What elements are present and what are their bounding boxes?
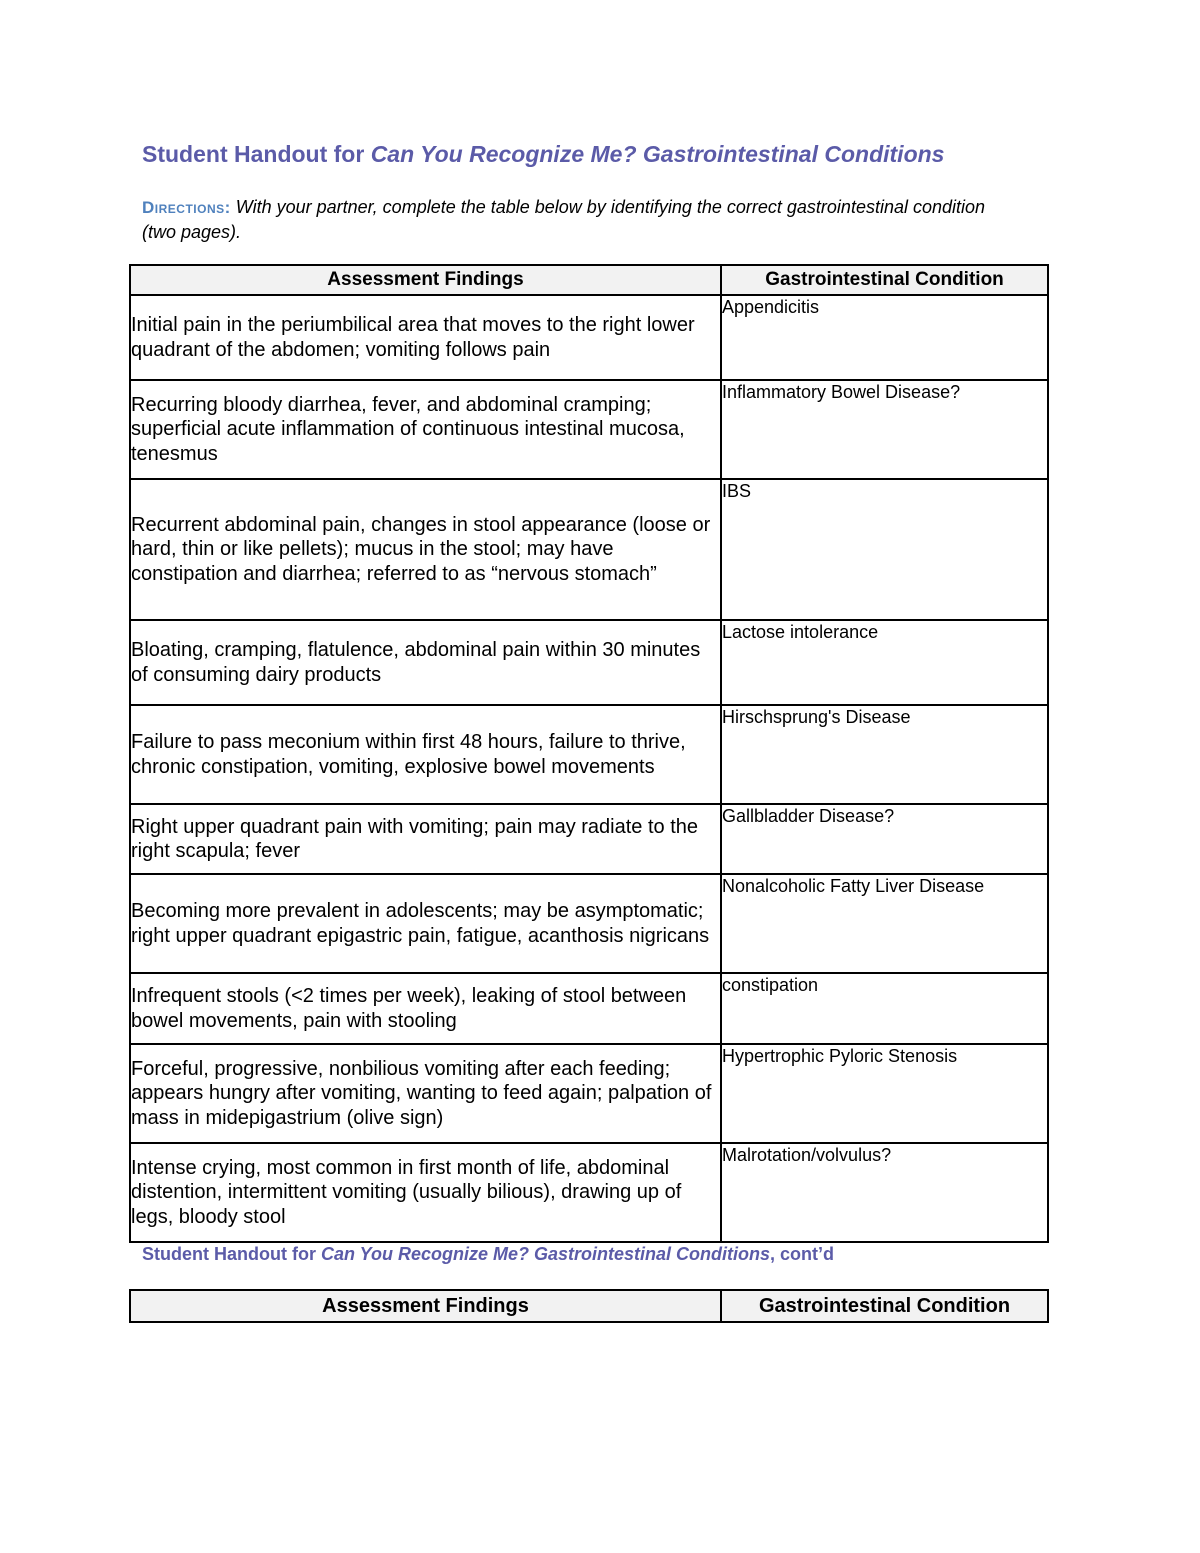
table-row [130, 1044, 1048, 1143]
condition-cell: Hypertrophic Pyloric Stenosis [721, 1044, 1048, 1143]
header-gastrointestinal-condition: Gastrointestinal Condition [721, 265, 1048, 295]
finding-cell: Initial pain in the periumbilical area that moves to the right lower quadrant of the abdomen; vomiting follows pain [130, 295, 721, 380]
assessment-table [129, 264, 1049, 1243]
condition-cell: Malrotation/volvulus? [721, 1143, 1048, 1242]
table-header-row [130, 1290, 1048, 1322]
table-row [130, 705, 1048, 804]
directions-text: With your partner, complete the table below by identifying the correct gastrointestinal condition (two pages). [142, 197, 986, 242]
directions [142, 195, 1022, 244]
finding-cell: Bloating, cramping, flatulence, abdominal pain within 30 minutes of consuming dairy products [130, 620, 721, 705]
continued-suffix: , cont’d [770, 1244, 835, 1264]
table-row [130, 620, 1048, 705]
continued-prefix: Student Handout for [142, 1244, 321, 1264]
continued-heading [142, 1244, 834, 1265]
table-row [130, 479, 1048, 620]
table-row [130, 380, 1048, 479]
header-assessment-findings: Assessment Findings [130, 265, 721, 295]
title-prefix: Student Handout for [142, 141, 371, 167]
title-italic: Can You Recognize Me? Gastrointestinal Conditions [370, 141, 945, 167]
condition-cell: Gallbladder Disease? [721, 804, 1048, 874]
table-header-row [130, 265, 1048, 295]
finding-cell: Infrequent stools (<2 times per week), leaking of stool between bowel movements, pain with stooling [130, 973, 721, 1044]
condition-cell: Hirschsprung's Disease [721, 705, 1048, 804]
finding-cell: Failure to pass meconium within first 48 hours, failure to thrive, chronic constipation, vomiting, explosive bowel movements [130, 705, 721, 804]
condition-cell: IBS [721, 479, 1048, 620]
header-assessment-findings: Assessment Findings [130, 1290, 721, 1322]
finding-cell: Intense crying, most common in first month of life, abdominal distention, intermittent vomiting (usually bilious), drawing up of legs, bloody stool [130, 1143, 721, 1242]
table-row [130, 295, 1048, 380]
directions-label: Directions: [142, 198, 231, 217]
finding-cell: Becoming more prevalent in adolescents; may be asymptomatic; right upper quadrant epigastric pain, fatigue, acanthosis nigricans [130, 874, 721, 973]
condition-cell: constipation [721, 973, 1048, 1044]
header-gastrointestinal-condition: Gastrointestinal Condition [721, 1290, 1048, 1322]
condition-cell: Appendicitis [721, 295, 1048, 380]
condition-cell: Inflammatory Bowel Disease? [721, 380, 1048, 479]
page-title [142, 141, 944, 168]
table-row [130, 804, 1048, 874]
finding-cell: Right upper quadrant pain with vomiting; pain may radiate to the right scapula; fever [130, 804, 721, 874]
finding-cell: Recurring bloody diarrhea, fever, and abdominal cramping; superficial acute inflammation of continuous intestinal mucosa, tenesmus [130, 380, 721, 479]
continued-italic: Can You Recognize Me? Gastrointestinal Conditions [320, 1244, 771, 1264]
condition-cell: Nonalcoholic Fatty Liver Disease [721, 874, 1048, 973]
table-row [130, 973, 1048, 1044]
table-row [130, 874, 1048, 973]
table-row [130, 1143, 1048, 1242]
assessment-table-continued [129, 1289, 1049, 1323]
condition-cell: Lactose intolerance [721, 620, 1048, 705]
finding-cell: Forceful, progressive, nonbilious vomiting after each feeding; appears hungry after vomiting, wanting to feed again; palpation of mass in midepigastrium (olive sign) [130, 1044, 721, 1143]
finding-cell: Recurrent abdominal pain, changes in stool appearance (loose or hard, thin or like pellets); mucus in the stool; may have constipation and diarrhea; referred to as “nervous stomach” [130, 479, 721, 620]
